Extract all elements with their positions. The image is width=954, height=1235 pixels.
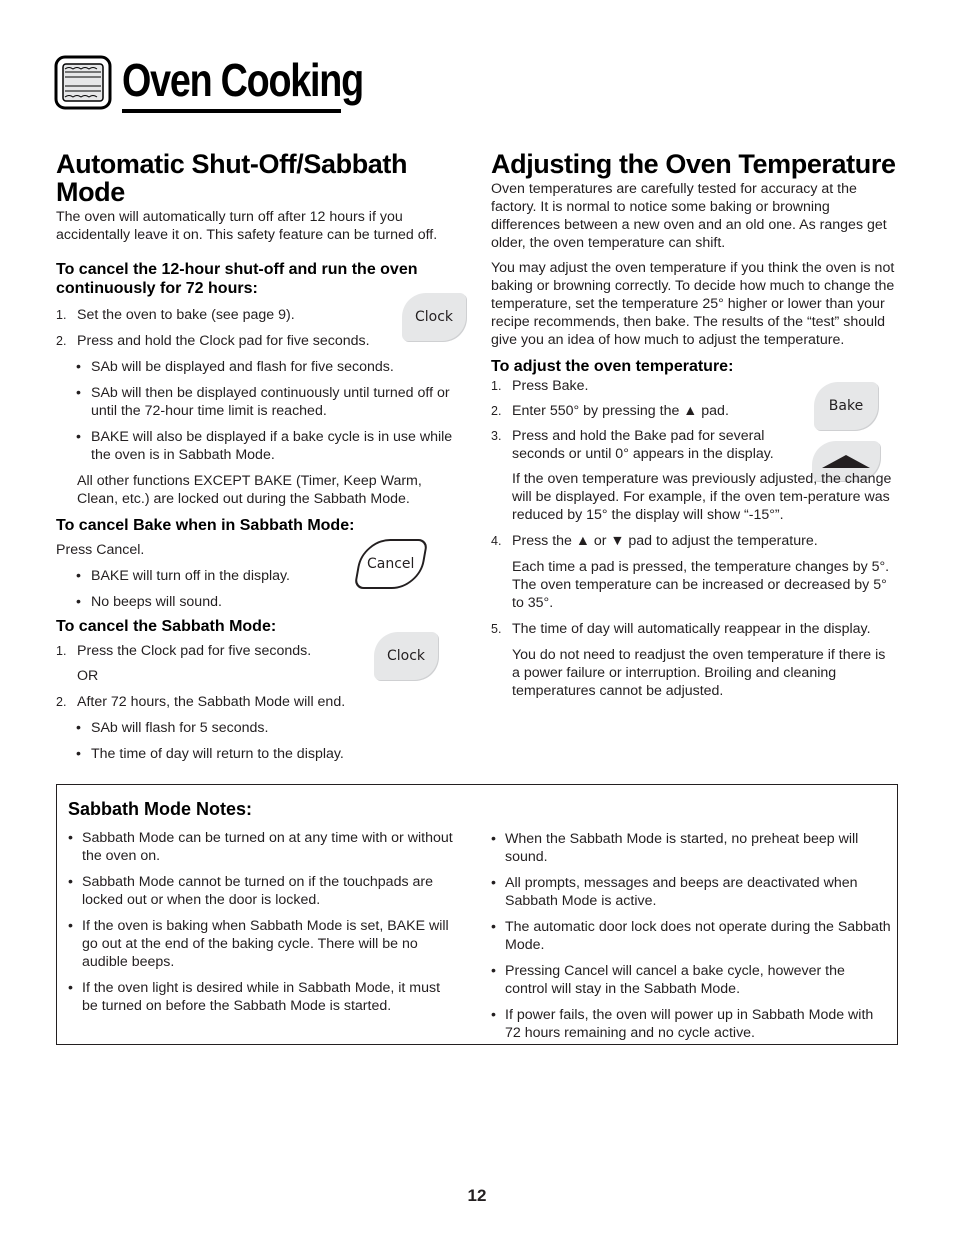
cancel-pad-illustration: Cancel (354, 539, 429, 589)
title-underline (122, 109, 341, 113)
notes-left-column (68, 829, 458, 1023)
step3-note: If the oven temperature was previously adjusted, the change will be displayed. For example, if the oven tem-perature was reduced by 15° the display will show “-15°”. (512, 471, 892, 523)
sabbath-notes-box (56, 784, 898, 1045)
press-cancel-text: Press Cancel. (56, 542, 145, 558)
temperature-intro: Oven temperatures are carefully tested for accuracy at the factory. It is normal to notice some baking or browning differences between a new oven and an old one. As ranges get older, the oven temperature can shift. (491, 181, 887, 251)
list-item: 2. Enter 550° by pressing the ▲ pad. (491, 403, 729, 419)
step5-note: You do not need to readjust the oven temperature if there is a power failure or interruption. Broiling and cleaning temperatures cannot be adjusted. (512, 647, 886, 699)
step4-note: Each time a pad is pressed, the temperature changes by 5°. The oven temperature can be increased or decreased by 5° to 35°. (512, 559, 890, 611)
list-item: • Pressing Cancel will cancel a bake cycle, however the control will stay in the Sabbath Mode. (491, 962, 891, 998)
subheading-cancel-bake: To cancel Bake when in Sabbath Mode: (56, 517, 355, 534)
list-item: • When the Sabbath Mode is started, no preheat beep will sound. (491, 830, 891, 866)
list-item: • Sabbath Mode cannot be turned on if the touchpads are locked out or when the door is locked. (68, 873, 458, 909)
list-item: • BAKE will turn off in the display. (56, 567, 466, 585)
list-item: • SAb will flash for 5 seconds. (56, 719, 466, 737)
list-item: • If the oven is baking when Sabbath Mode is set, BAKE will go out at the end of the baking cycle. There will be no audible beeps. (68, 917, 458, 971)
list-item: 2. Press and hold the Clock pad for five seconds. (56, 333, 370, 349)
list-item: • BAKE will also be displayed if a bake cycle is in use while the oven is in Sabbath Mode. (56, 428, 466, 464)
list-item: • If power fails, the oven will power up in Sabbath Mode with 72 hours remaining and no cycle active. (491, 1006, 891, 1042)
list-item: 1. Press the Clock pad for five seconds. (56, 643, 312, 659)
subheading-cancel-sabbath: To cancel the Sabbath Mode: (56, 618, 277, 635)
list-item: • All prompts, messages and beeps are deactivated when Sabbath Mode is active. (491, 874, 891, 910)
clock-pad-illustration: Clock (402, 293, 466, 341)
list-item: • Sabbath Mode can be turned on at any time with or without the oven on. (68, 829, 458, 865)
list-item: • No beeps will sound. (56, 593, 466, 611)
list-item: • If the oven light is desired while in Sabbath Mode, it must be turned on before the Sabbath Mode is started. (68, 979, 458, 1015)
clock-pad-illustration: Clock (374, 632, 438, 680)
sabbath-intro: The oven will automatically turn off after 12 hours if you accidentally leave it on. This safety feature can be turned off. (56, 209, 438, 243)
subheading-adjust: To adjust the oven temperature: (491, 358, 734, 375)
list-item: • SAb will be displayed and flash for five seconds. (56, 358, 466, 376)
list-item: • SAb will then be displayed continuously until turned off or until the 72-hour time limit is reached. (56, 384, 466, 420)
right-column (491, 150, 896, 700)
page-title: Oven Cooking (122, 54, 363, 106)
temperature-adjust-text: You may adjust the oven temperature if you think the oven is not baking or browning correctly. To decide how much to change the temperature, set the temperature 25° higher or lower than your recipe recommends, then bake. The results of the “test” should give you an idea of how much to adjust the temperature. (491, 260, 895, 348)
list-item: 2. After 72 hours, the Sabbath Mode will end. (56, 694, 346, 710)
list-item: 3. Press and hold the Bake pad for several seconds or until 0° appears in the display. (491, 428, 774, 462)
list-item: 4. Press the ▲ or ▼ pad to adjust the temperature. (491, 533, 818, 549)
section-heading-temperature: Adjusting the Oven Temperature (491, 149, 896, 179)
list-item: 1. Set the oven to bake (see page 9). (56, 307, 295, 323)
list-item: 1. Press Bake. (491, 378, 589, 394)
oven-icon (54, 55, 112, 110)
notes-right-column (491, 830, 891, 1050)
section-heading-sabbath: Automatic Shut-Off/Sabbath Mode (56, 149, 408, 207)
locked-functions-note: All other functions EXCEPT BAKE (Timer, Keep Warm, Clean, etc.) are locked out during the Sabbath Mode. (77, 473, 422, 507)
list-item: 5. The time of day will automatically reappear in the display. (491, 621, 871, 637)
bake-pad-illustration: Bake (814, 382, 878, 430)
or-text: OR (77, 668, 99, 684)
page-number: 12 (467, 1186, 487, 1205)
notes-title: Sabbath Mode Notes: (68, 799, 253, 819)
subheading-72-hours: To cancel the 12-hour shut-off and run the oven continuously for 72 hours: (56, 261, 418, 297)
list-item: • The automatic door lock does not operate during the Sabbath Mode. (491, 918, 891, 954)
list-item: • The time of day will return to the display. (56, 745, 466, 763)
